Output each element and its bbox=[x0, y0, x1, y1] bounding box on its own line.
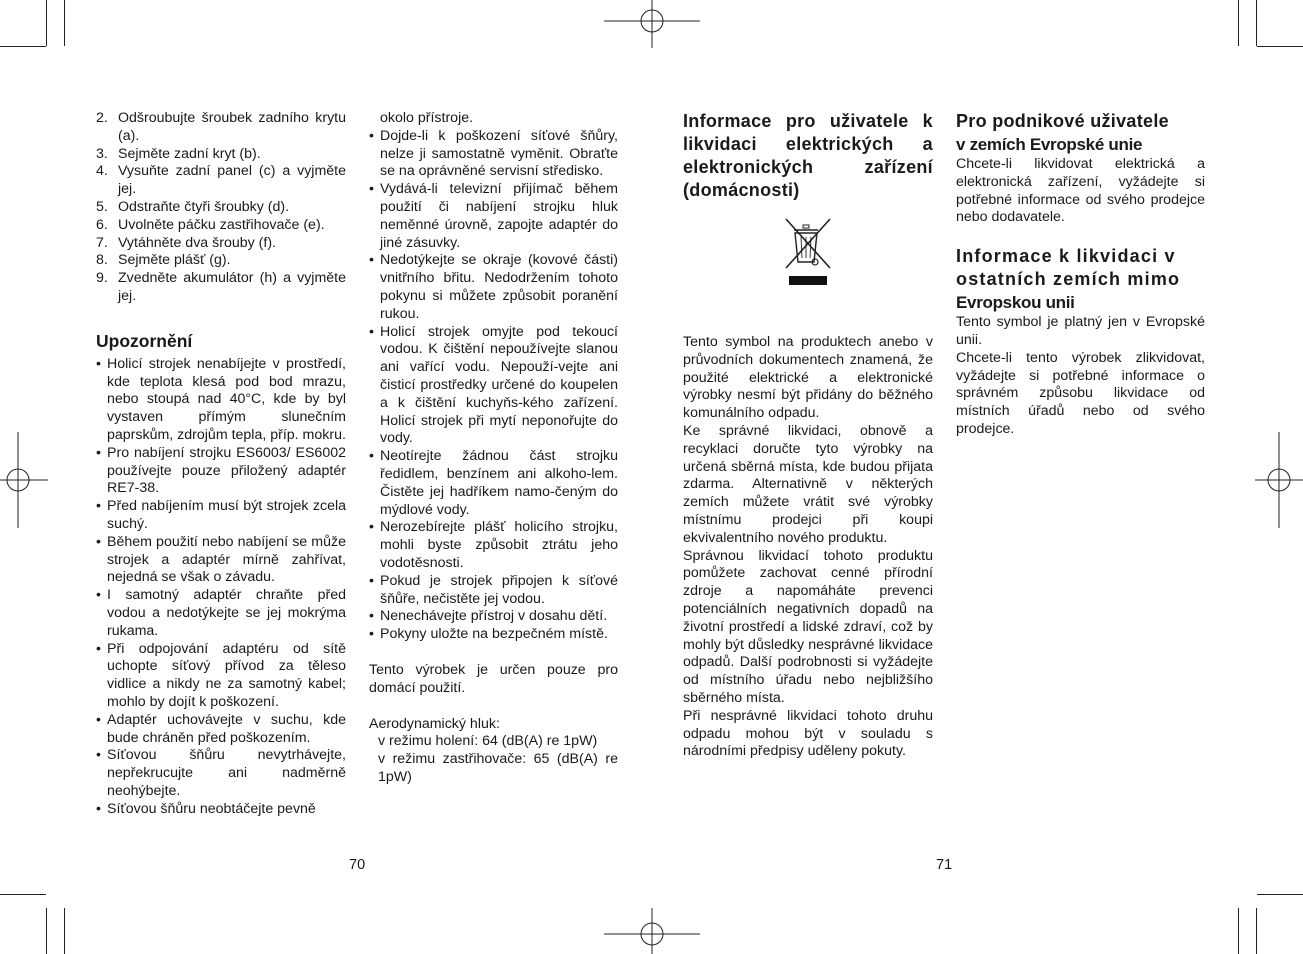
crop-mark bbox=[46, 908, 47, 954]
continuation-text: okolo přístroje. bbox=[380, 110, 474, 126]
crop-mark bbox=[1257, 894, 1303, 895]
crop-mark bbox=[1238, 908, 1239, 954]
paragraph: Tento symbol na produktech anebo v průvodních dokumentech znamená, že použité elektrické a elektronické výrobky nesmí být přidány do běžného komunálního odpadu. bbox=[683, 334, 933, 422]
disassembly-steps bbox=[96, 110, 346, 306]
list-item: 3. Sejměte zadní kryt (b). bbox=[96, 145, 261, 162]
page-number-right: 71 bbox=[936, 857, 953, 873]
crop-mark bbox=[1256, 0, 1257, 46]
list-item: • I samotný adaptér chraňte před vodou a nedotýkejte se jej mokrýma rukama. bbox=[96, 587, 346, 640]
registration-mark-icon bbox=[1255, 432, 1303, 528]
registration-mark-icon bbox=[604, 0, 700, 48]
list-item: • Nerozebírejte plášť holicího strojku, mohli byste způsobit ztrátu jeho vodotěsnosti. bbox=[369, 519, 618, 572]
list-item: 8. Sejměte plášť (g). bbox=[96, 252, 231, 269]
noise-heading: Aerodynamický hluk: bbox=[369, 715, 500, 732]
paragraph: Chcete-li likvidovat elektrická a elektronická zařízení, vyžádejte si potřebné informace od svého prodejce nebo dodavatele. bbox=[956, 156, 1205, 226]
list-item: • Pro nabíjení strojku ES6003/ ES6002 používejte pouze přiložený adaptér RE7-38. bbox=[96, 445, 346, 498]
paragraph: Tento symbol je platný jen v Evropské unii. bbox=[956, 314, 1205, 348]
registration-mark-icon bbox=[604, 908, 700, 954]
list-item: • Síťovou šňůru neobtáčejte pevně bbox=[96, 801, 346, 819]
list-item: 5. Odstraňte čtyři šroubky (d). bbox=[96, 198, 290, 215]
warning-list-continued bbox=[369, 128, 618, 644]
list-item: • Pokud je strojek připojen k síťové šňůře, nečistěte jej vodou. bbox=[369, 573, 618, 609]
crop-mark bbox=[64, 0, 65, 46]
crop-mark bbox=[64, 908, 65, 954]
list-item: • Pokyny uložte na bezpečném místě. bbox=[369, 626, 618, 644]
right-page-column-2 bbox=[956, 110, 1205, 439]
paragraph: Správnou likvidací tohoto produktu pomůžete zachovat cenné přírodní zdroje a napomáháte prevenci potenciálních negativních dopadů na životní prostředí a lidské zdraví, což by mohly být důsledky nesprávné likvidace odpadů. Další podrobnosti si vyžádejte od místního úřadu nebo nejbližšího sběrného místa. bbox=[683, 547, 933, 706]
paragraph: Ke správné likvidaci, obnově a recyklaci doručte tyto výrobky na určená sběrná místa, kde budou přijata zdarma. Alternativně v některých zemích můžete vrátit své výrobky místnímu prodejci při koupi ekvivalentního nového produktu. bbox=[683, 422, 933, 546]
crossed-out-wheelie-bin-icon bbox=[784, 216, 832, 286]
household-use-note: Tento výrobek je určen pouze pro domácí použití. bbox=[369, 661, 618, 696]
warning-heading: Upozornění bbox=[96, 330, 193, 351]
right-page-column-1 bbox=[683, 110, 933, 761]
crop-mark bbox=[1238, 0, 1239, 46]
list-item: • Při odpojování adaptéru od sítě uchopte síťový přívod za těleso vidlice a nikdy ne za samotný kabel; mohlo by dojít k poškození. bbox=[96, 641, 346, 712]
paragraph: Při nesprávné likvidaci tohoto druhu odpadu mohou být v souladu s národními předpisy uděleny pokuty. bbox=[683, 707, 933, 760]
crop-mark bbox=[1257, 46, 1303, 47]
list-item: • Síťovou šňůru nevytrhávejte, nepřekrucujte ani nadměrně neohýbejte. bbox=[96, 747, 346, 800]
list-item: • Nedotýkejte se okraje (kovové části) vnitřního břitu. Nedodržením tohoto pokynu si můžete způsobit poranění rukou. bbox=[369, 252, 618, 323]
business-users-heading: Pro podnikové uživatele v zemích Evropské unie bbox=[956, 111, 1169, 154]
list-item: 9. Zvedněte akumulátor (h) a vyjměte jej. bbox=[96, 270, 346, 304]
crop-mark bbox=[0, 46, 46, 47]
crop-mark bbox=[1256, 908, 1257, 954]
list-item: 4. Vysuňte zadní panel (c) a vyjměte jej. bbox=[96, 163, 346, 198]
list-item: • Během použití nebo nabíjení se může strojek a adaptér mírně zahřívat, nejedná se však o závadu. bbox=[96, 534, 346, 587]
noise-line: v režimu holení: 64 (dB(A) re 1pW) bbox=[378, 733, 598, 750]
list-item: • Holicí strojek omyjte pod tekoucí vodou. K čištění nepoužívejte slanou ani vařící vodu. Nepouží-vejte ani čisticí prostředky určené do koupelen a k čištění kuchyňs-kého zařízení. Holicí strojek při mytí neponořujte do vody. bbox=[369, 324, 618, 449]
warning-list bbox=[96, 356, 346, 819]
other-countries-heading: Informace k likvidaci v ostatních zemích mimo Evropskou unii bbox=[956, 246, 1181, 313]
list-item: • Neotírejte žádnou část strojku ředidlem, benzínem ani alkoho-lem. Čistěte jej hadříkem namo-čeným do mýdlové vody. bbox=[369, 448, 618, 519]
household-disposal-heading: Informace pro uživatele k likvidaci elektrických a elektronických zařízení (domácnosti) bbox=[683, 111, 933, 200]
list-item: • Holicí strojek nenabíjejte v prostředí, kde teplota klesá pod bod mrazu, nebo stoupá nad 40°C, kde by byl vystaven přímým slunečním paprskům, zdrojům tepla, příp. mokru. bbox=[96, 356, 346, 445]
crop-mark bbox=[46, 0, 47, 46]
list-item: • Adaptér uchovávejte v suchu, kde bude chráněn před poškozením. bbox=[96, 712, 346, 748]
left-page-column-1 bbox=[96, 110, 346, 818]
list-item: • Nenechávejte přístroj v dosahu dětí. bbox=[369, 608, 618, 626]
list-item: 2. Odšroubujte šroubek zadního krytu (a). bbox=[96, 110, 346, 144]
left-page-column-2 bbox=[369, 110, 618, 787]
registration-mark-icon bbox=[0, 432, 48, 528]
list-item: • Dojde-li k poškození síťové šňůry, nelze ji samostatně vyměnit. Obraťte se na oprávněné servisní středisko. bbox=[369, 128, 618, 181]
list-item: 6. Uvolněte páčku zastřihovače (e). bbox=[96, 216, 325, 233]
noise-line: v režimu zastřihovače: 65 (dB(A) re 1pW) bbox=[378, 751, 618, 785]
page-number-left: 70 bbox=[349, 857, 366, 873]
list-item: • Vydává-li televizní přijímač během použití či nabíjení strojku hluk neměnné úrovně, zapojte adaptér do jiné zásuvky. bbox=[369, 181, 618, 252]
paragraph: Chcete-li tento výrobek zlikvidovat, vyžádejte si potřebné informace o správném způsobu likvidace od místních úřadů nebo od svého prodejce. bbox=[956, 349, 1205, 437]
list-item: 7. Vytáhněte dva šrouby (f). bbox=[96, 234, 276, 251]
crop-mark bbox=[0, 894, 46, 895]
list-item: • Před nabíjením musí být strojek zcela suchý. bbox=[96, 498, 346, 534]
